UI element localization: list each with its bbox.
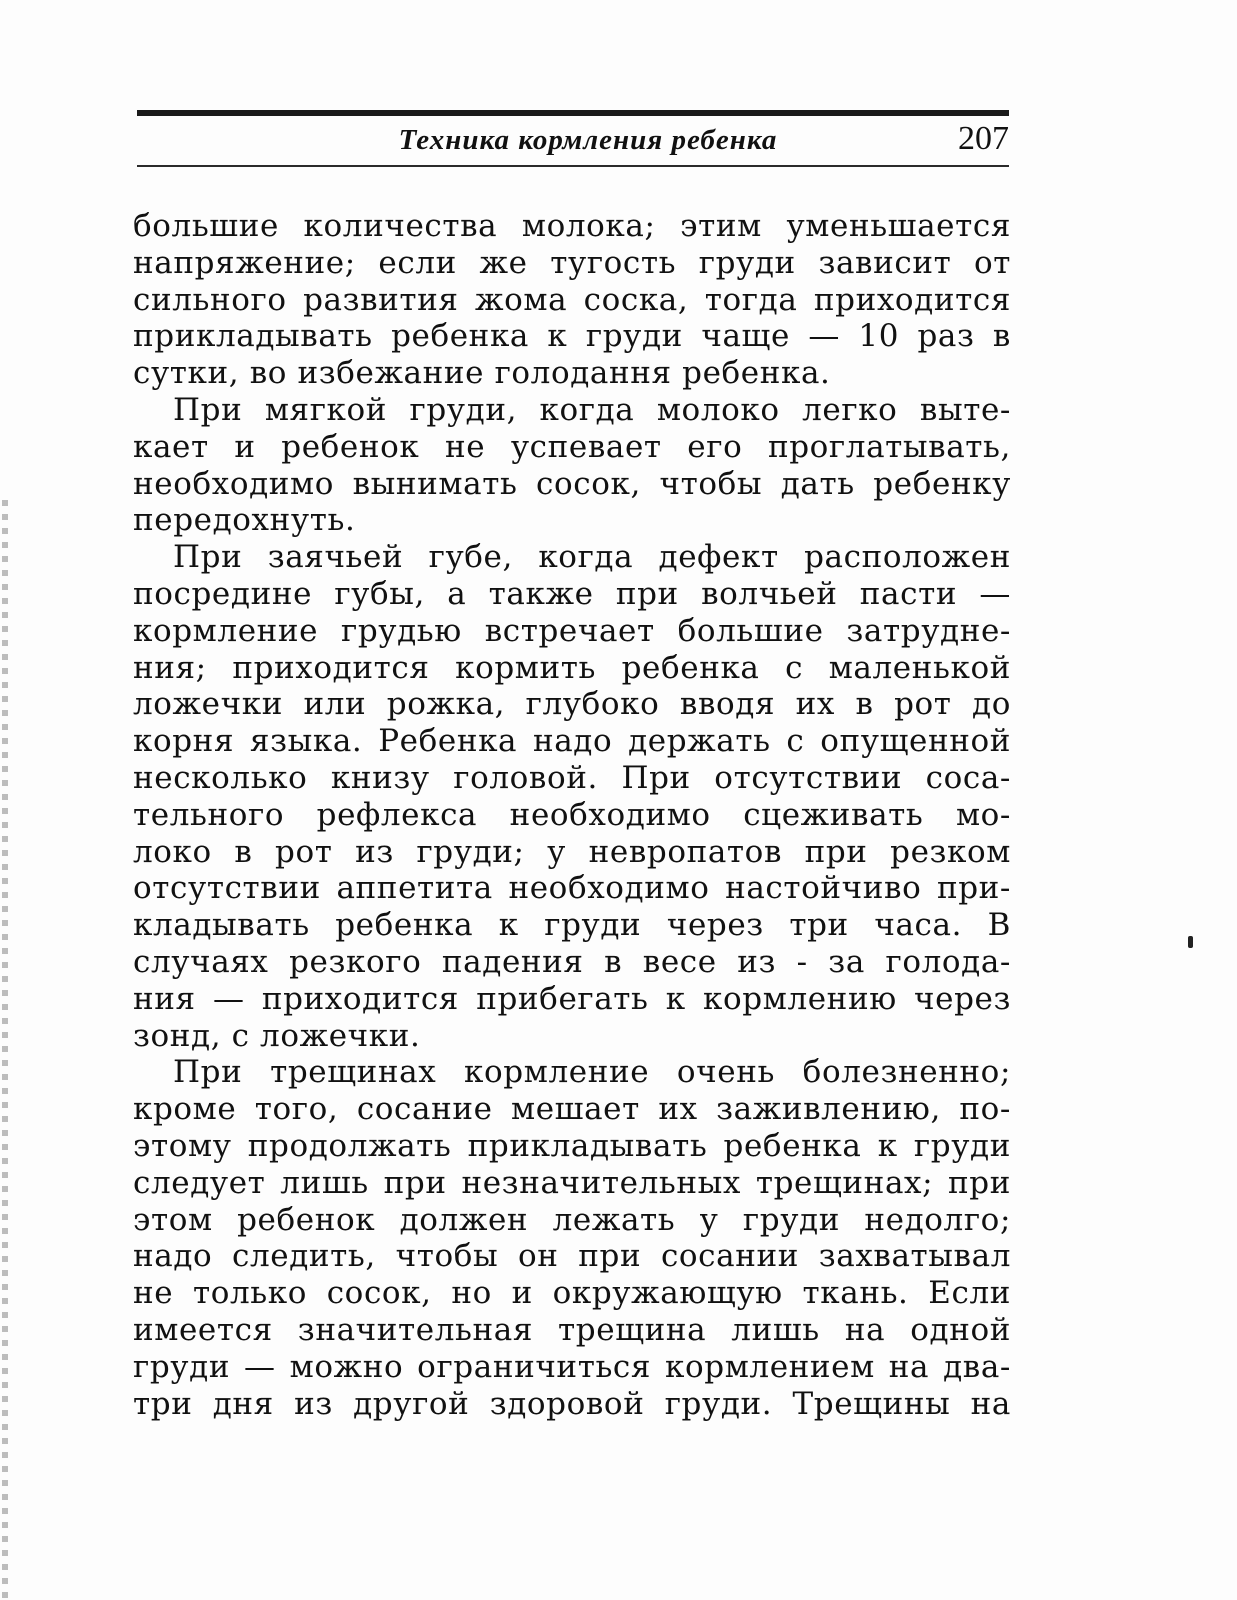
text-line: кроме того, сосание мешает их заживлению, по- xyxy=(133,1091,1011,1128)
scan-speck xyxy=(1188,936,1193,948)
text-line: три дня из другой здоровой груди. Трещины на xyxy=(133,1385,1011,1422)
text-line: не только сосок, но и окружающую ткань. Если xyxy=(133,1275,1011,1312)
text-line: прикладывать ребенка к груди чаще — 10 раз в xyxy=(133,318,1011,355)
text-line: сутки, во избежание голодання ребенка. xyxy=(133,355,831,392)
text-line: этом ребенок должен лежать у груди недолго; xyxy=(133,1201,1011,1238)
text-line: груди — можно ограничиться кормлением на два- xyxy=(133,1348,1011,1385)
text-line: тельного рефлекса необходимо сцеживать мо- xyxy=(133,796,1011,833)
text-line: передохнуть. xyxy=(133,502,356,539)
text-line: кладывать ребенка к груди через три часа. В xyxy=(133,907,1011,944)
body-text xyxy=(133,208,1011,1422)
text-line: ния; приходится кормить ребенка с маленькой xyxy=(133,649,1011,686)
text-line: надо следить, чтобы он при сосании захватывал xyxy=(133,1238,1011,1275)
text-line: сильного развития жома соска, тогда приходится xyxy=(133,281,1011,318)
header-bottom-rule xyxy=(137,165,1009,167)
text-line: ложечки или рожка, глубоко вводя их в рот до xyxy=(133,686,1011,723)
text-line: имеется значительная трещина лишь на одной xyxy=(133,1311,1011,1348)
text-line: посредине губы, а также при волчьей пасти — xyxy=(133,575,1011,612)
text-line: этому продолжать прикладывать ребенка к груди xyxy=(133,1127,1011,1164)
text-line: большие количества молока; этим уменьшается xyxy=(133,208,1011,244)
text-line: кормление грудью встречает большие затрудне- xyxy=(133,612,1011,649)
text-line: зонд, с ложечки. xyxy=(133,1017,421,1054)
header-top-rule xyxy=(137,110,1009,116)
text-line: несколько книзу головой. При отсутствии соса- xyxy=(133,759,1011,796)
text-line: корня языка. Ребенка надо держать с опущенной xyxy=(133,723,1011,760)
text-line: необходимо вынимать сосок, чтобы дать ребенку xyxy=(133,465,1011,502)
text-line: При заячьей губе, когда дефект расположен xyxy=(173,539,1011,576)
text-line: При трещинах кормление очень болезненно; xyxy=(173,1054,1011,1091)
text-line: локо в рот из груди; у невропатов при резком xyxy=(133,833,1011,870)
text-line: кает и ребенок не успевает его проглатывать, xyxy=(133,428,1011,465)
text-line: следует лишь при незначительных трещинах; при xyxy=(133,1164,1011,1201)
text-line: ния — приходится прибегать к кормлению через xyxy=(133,980,1011,1017)
text-line: отсутствии аппетита необходимо настойчиво при- xyxy=(133,870,1011,907)
running-title: Техника кормления ребенка xyxy=(398,124,778,156)
page-number: 207 xyxy=(958,120,1009,157)
text-line: случаях резкого падения в весе из - за голода- xyxy=(133,943,1011,980)
scan-edge-marks xyxy=(2,500,8,1600)
page-header xyxy=(137,110,1009,168)
text-line: напряжение; если же тугость груди зависит от xyxy=(133,244,1011,281)
text-line: При мягкой груди, когда молоко легко выте- xyxy=(173,391,1011,428)
